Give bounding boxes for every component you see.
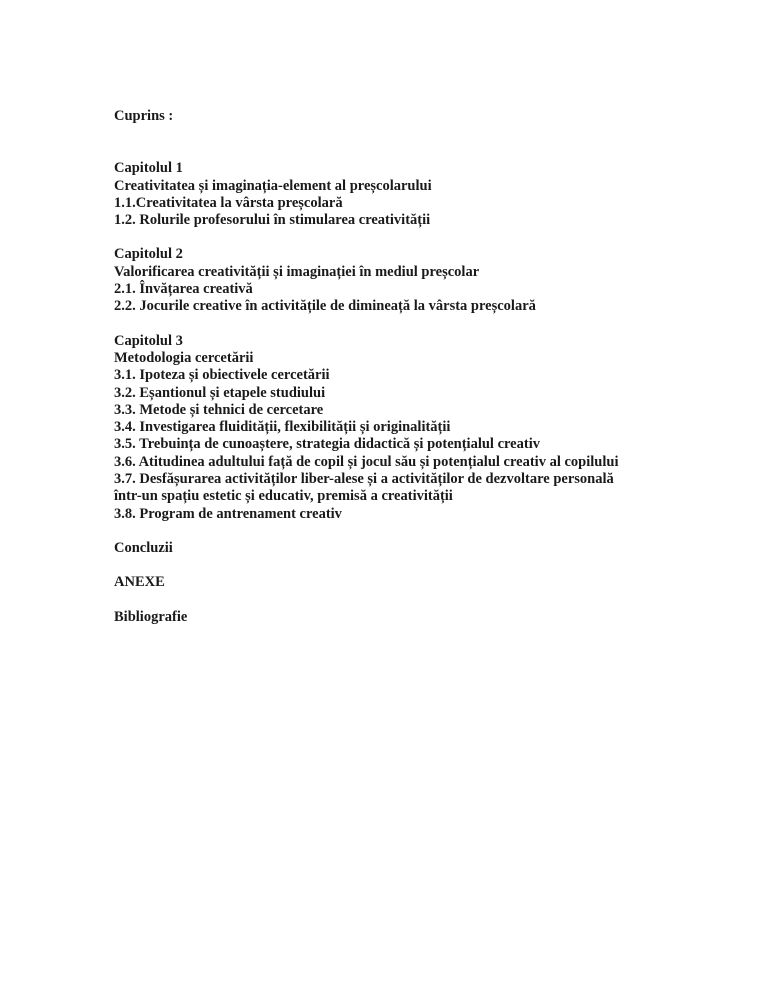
toc-entry: 2.2. Jocurile creative în activitățile de dimineață la vârsta preșcolară [114,298,536,315]
toc-entry: 3.3. Metode și tehnici de cercetare [114,401,324,418]
toc-entry: 3.7. Desfășurarea activităților liber-alese și a activităților de dezvoltare personală [114,471,614,488]
toc-entry: Creativitatea și imaginația-element al preșcolarului [114,177,432,194]
toc-annexes: ANEXE [114,574,165,591]
chapter-heading: Capitolul 1 [114,160,183,177]
toc-bibliography: Bibliografie [114,608,188,625]
toc-conclusions: Concluzii [114,539,173,556]
chapter-heading: Capitolul 3 [114,332,183,349]
toc-entry: Metodologia cercetării [114,349,254,366]
toc-entry: 3.2. Eșantionul și etapele studiului [114,384,326,401]
toc-entry: 3.4. Investigarea fluidității, flexibilității și originalității [114,419,451,436]
toc-entry: 3.5. Trebuința de cunoaștere, strategia didactică și potențialul creativ [114,436,540,453]
chapter-2 [114,246,764,315]
chapter-1 [114,160,764,229]
toc-entry: Valorificarea creativității și imaginației în mediul preșcolar [114,263,480,280]
toc-entry: 2.1. Învățarea creativă [114,281,253,298]
table-of-contents [114,108,764,643]
toc-entry: 3.1. Ipoteza și obiectivele cercetării [114,367,330,384]
toc-entry: 1.1.Creativitatea la vârsta preșcolară [114,194,343,211]
toc-entry: într-un spațiu estetic și educativ, premisă a creativității [114,488,453,505]
toc-entry: 3.8. Program de antrenament creativ [114,505,342,522]
chapter-3 [114,333,764,523]
chapter-heading: Capitolul 2 [114,246,183,263]
toc-title: Cuprins : [114,108,174,124]
toc-entry: 3.6. Atitudinea adultului față de copil și jocul său și potențialul creativ al copilului [114,453,619,470]
toc-entry: 1.2. Rolurile profesorului în stimularea creativității [114,212,431,229]
